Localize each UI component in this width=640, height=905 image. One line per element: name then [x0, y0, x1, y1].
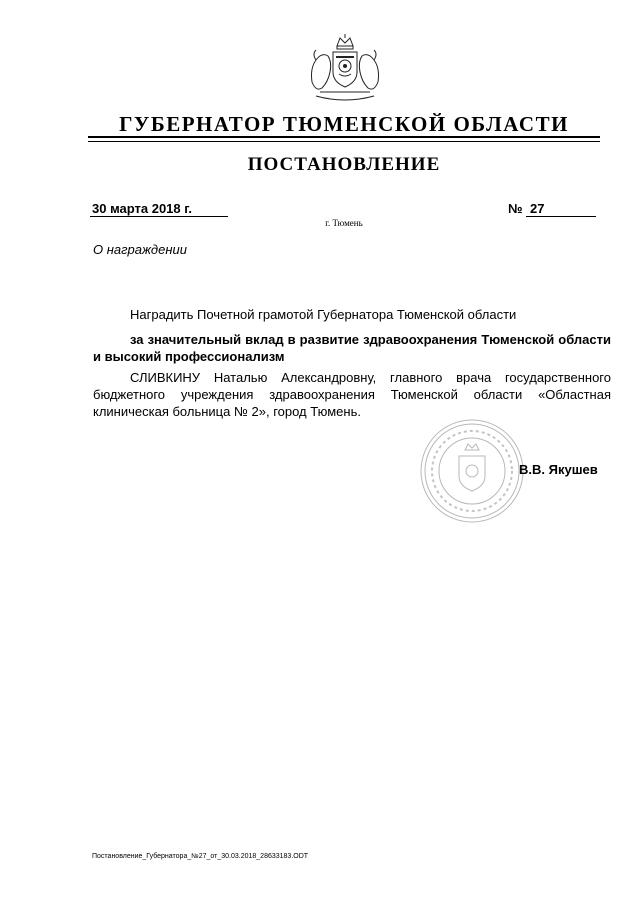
body-paragraph-recipient: СЛИВКИНУ Наталью Александровну, главного врача государственного бюджетного учреждения здравоохранения Тюменской области «Областная клиническая больница № 2», город Тюмень. [93, 370, 611, 419]
document-subject: О награждении [93, 242, 187, 257]
document-type: ПОСТАНОВЛЕНИЕ [247, 154, 441, 175]
body-paragraph-reason: за значительный вклад в развитие здравоохранения Тюменской области и высокий профессионализм [93, 332, 611, 364]
date-underline [90, 216, 228, 217]
footer-filename: Постановление_Губернатора_№27_от_30.03.2018_28633183.ODT [92, 853, 309, 860]
number-underline [526, 216, 596, 217]
document-date: 30 марта 2018 г. [92, 201, 192, 216]
document-number: 27 [530, 201, 545, 216]
signer-name: В.В. Якушев [519, 462, 598, 477]
organization-title: ГУБЕРНАТОР ТЮМЕНСКОЙ ОБЛАСТИ [119, 112, 569, 136]
body-paragraph-award: Наградить Почетной грамотой Губернатора Тюменской области [130, 307, 517, 322]
official-stamp-icon [419, 418, 525, 524]
coat-of-arms-icon [302, 32, 388, 108]
header-rule-thin [88, 141, 600, 142]
header-rule-thick [88, 136, 600, 138]
number-sign: № [508, 201, 523, 216]
city-label: г. Тюмень [325, 218, 363, 228]
